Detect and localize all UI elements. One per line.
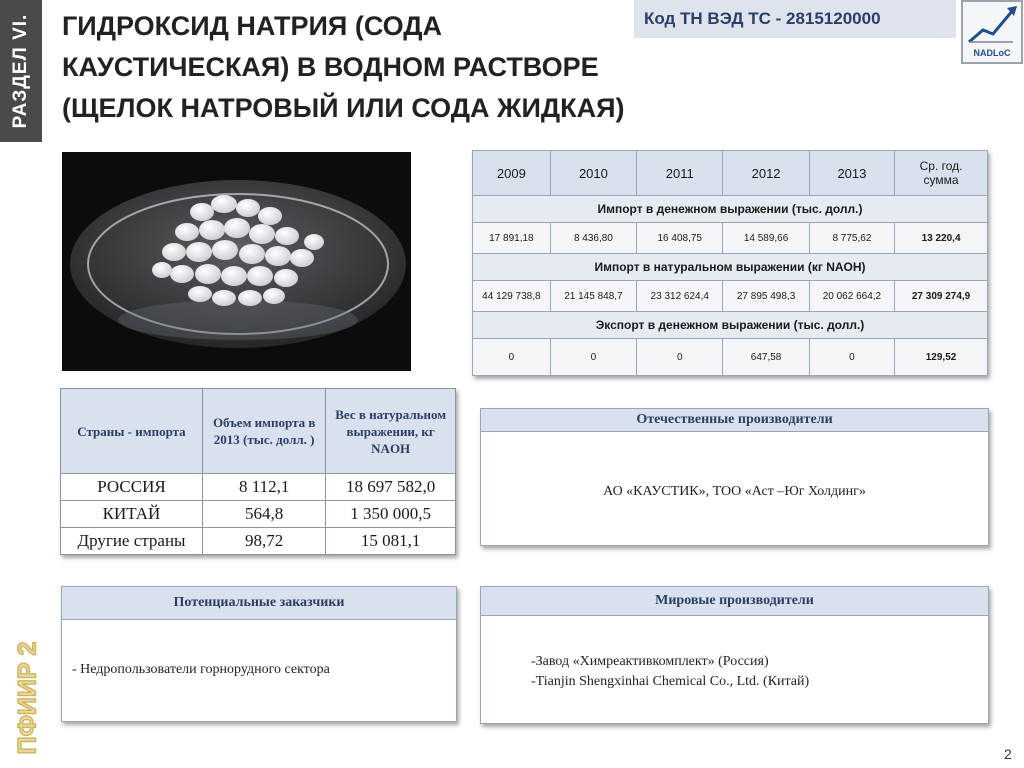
title-line-3: (ЩЕЛОК НАТРОВЫЙ ИЛИ СОДА ЖИДКАЯ) — [62, 93, 625, 123]
value-cell: 23 312 624,4 — [637, 281, 723, 312]
table-row — [61, 474, 456, 501]
value-cell: 0 — [473, 339, 551, 376]
value-cell: 0 — [637, 339, 723, 376]
product-photo — [62, 152, 411, 371]
potential-customers-panel — [61, 586, 457, 722]
value-cell: 17 891,18 — [473, 223, 551, 254]
panel-title: Мировые производители — [481, 587, 988, 616]
panel-title: Отечественные производители — [481, 409, 988, 432]
avg-header: Ср. год. сумма — [895, 151, 988, 196]
section-title: Импорт в натуральном выражении (кг NAOH) — [473, 254, 988, 281]
value-cell: 647,58 — [723, 339, 809, 376]
weight-cell: 15 081,1 — [326, 528, 456, 555]
section-header-row — [473, 196, 988, 223]
year-cell: 2009 — [473, 151, 551, 196]
value-cell: 0 — [550, 339, 636, 376]
naoh-pellets-image — [62, 152, 411, 371]
volume-cell: 564,8 — [202, 501, 325, 528]
stats-table — [472, 150, 988, 376]
value-cell: 14 589,66 — [723, 223, 809, 254]
logo — [961, 0, 1023, 64]
volume-cell: 8 112,1 — [202, 474, 325, 501]
country-cell: КИТАЙ — [61, 501, 203, 528]
world-producer-item: -Завод «Химреактивкомплект» (Россия) — [531, 654, 769, 669]
section-tab — [0, 0, 42, 142]
section-title: Экспорт в денежном выражении (тыс. долл.) — [473, 312, 988, 339]
side-watermark-text: ПФИИР 2 — [13, 641, 42, 755]
value-cell: 44 129 738,8 — [473, 281, 551, 312]
page-number: 2 — [1004, 746, 1012, 762]
value-cell: 8 775,62 — [809, 223, 894, 254]
title-line-1: ГИДРОКСИД НАТРИЯ (СОДА — [62, 11, 443, 41]
avg-value-cell: 129,52 — [895, 339, 988, 376]
title-line-2: КАУСТИЧЕСКАЯ) В ВОДНОМ РАСТВОРЕ — [62, 52, 599, 82]
panel-text: АО «КАУСТИК», ТОО «Аст –Юг Холдинг» — [603, 484, 866, 499]
value-row — [473, 223, 988, 254]
year-cell: 2010 — [550, 151, 636, 196]
panel-text: - Недропользователи горнорудного сектора — [72, 662, 330, 677]
avg-value-cell: 13 220,4 — [895, 223, 988, 254]
col-header: Страны - импорта — [61, 389, 203, 474]
year-cell: 2013 — [809, 151, 894, 196]
domestic-producers-panel — [480, 408, 989, 546]
table-row — [61, 528, 456, 555]
section-label: РАЗДЕЛ VI. — [10, 13, 31, 129]
year-cell: 2011 — [637, 151, 723, 196]
panel-text — [481, 616, 988, 692]
col-header: Объем импорта в 2013 (тыс. долл. ) — [202, 389, 325, 474]
panel-title: Потенциальные заказчики — [62, 587, 456, 620]
table-row — [61, 501, 456, 528]
logo-chart-icon — [963, 2, 1021, 48]
value-row — [473, 339, 988, 376]
value-cell: 16 408,75 — [637, 223, 723, 254]
col-header: Вес в натуральном выражении, кг NAOH — [326, 389, 456, 474]
weight-cell: 1 350 000,5 — [326, 501, 456, 528]
value-cell: 0 — [809, 339, 894, 376]
world-producer-item: -Tianjin Shengxinhai Chemical Co., Ltd. (Китай) — [531, 674, 810, 689]
logo-text: NADLoC — [973, 48, 1011, 58]
page-title — [62, 6, 642, 129]
value-cell: 21 145 848,7 — [550, 281, 636, 312]
section-header-row — [473, 312, 988, 339]
country-cell: РОССИЯ — [61, 474, 203, 501]
import-header-row — [61, 389, 456, 474]
year-header-row — [473, 151, 988, 196]
avg-value-cell: 27 309 274,9 — [895, 281, 988, 312]
import-countries-table — [60, 388, 456, 555]
value-cell: 27 895 498,3 — [723, 281, 809, 312]
weight-cell: 18 697 582,0 — [326, 474, 456, 501]
year-cell: 2012 — [723, 151, 809, 196]
value-cell: 8 436,80 — [550, 223, 636, 254]
value-cell: 20 062 664,2 — [809, 281, 894, 312]
section-title: Импорт в денежном выражении (тыс. долл.) — [473, 196, 988, 223]
country-cell: Другие страны — [61, 528, 203, 555]
tnved-code: Код ТН ВЭД ТС - 2815120000 — [634, 0, 956, 38]
world-producers-panel — [480, 586, 989, 724]
side-watermark — [10, 634, 46, 762]
value-row — [473, 281, 988, 312]
volume-cell: 98,72 — [202, 528, 325, 555]
section-header-row — [473, 254, 988, 281]
